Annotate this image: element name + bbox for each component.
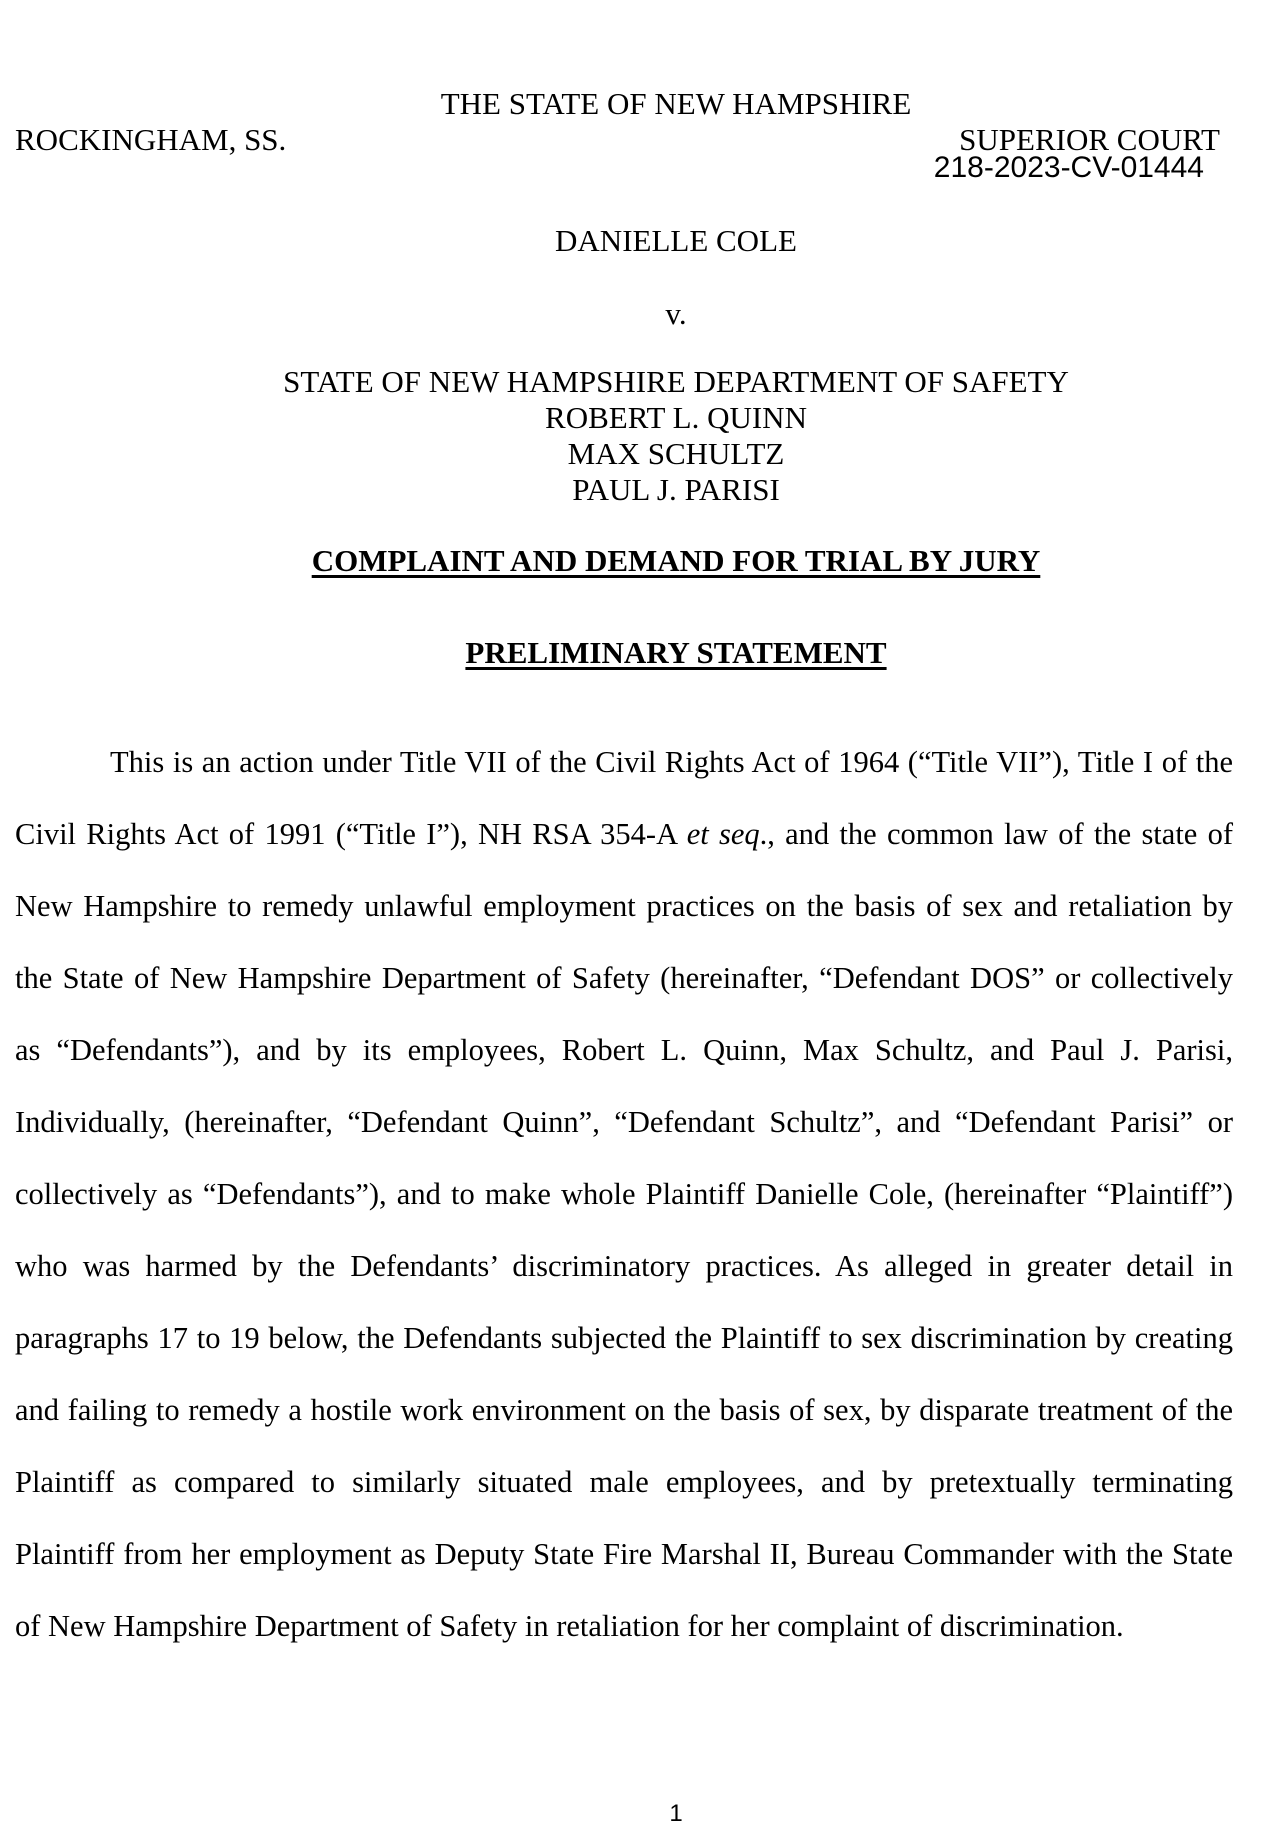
county-venue: ROCKINGHAM, SS. <box>15 122 287 157</box>
preliminary-statement-heading: PRELIMINARY STATEMENT <box>465 635 887 670</box>
paragraph-italic-text: et seq <box>686 817 760 851</box>
versus-label: v. <box>665 296 687 331</box>
defendants-list <box>0 364 1282 508</box>
defendant-name: MAX SCHULTZ <box>567 436 785 471</box>
complaint-heading: COMPLAINT AND DEMAND FOR TRIAL BY JURY <box>311 543 1041 578</box>
page-number: 1 <box>669 1800 683 1827</box>
paragraph-text-part2: ., and the common law of the state of New Hampshire to remedy unlawful employment practices on the basis of sex and retaliation by the State of New Hampshire Department of Safety (hereinafter, “Defendant DOS” or collectively as “Defendants”), and by its employees, Robert L. Quinn, Max Schultz, and Paul J. Parisi, Individually, (hereinafter, “Defendant Quinn”, “Defendant Schultz”, and “Defendant Parisi” or collectively as “Defendants”), and to make whole Plaintiff Danielle Cole, (hereinafter “Plaintiff”) who was harmed by the Defendants’ discriminatory practices. As alleged in greater detail in paragraphs 17 to 19 below, the Defendants subjected the Plaintiff to sex discrimination by creating and failing to remedy a hostile work environment on the basis of sex, by disparate treatment of the Plaintiff as compared to similarly situated male employees, and by pretextually terminating Plaintiff from her employment as Deputy State Fire Marshal II, Bureau Commander with the State of New Hampshire Department of Safety in retaliation for her complaint of discrimination. <box>15 817 1233 1643</box>
defendant-name: ROBERT L. QUINN <box>545 400 807 435</box>
state-title: THE STATE OF NEW HAMPSHIRE <box>440 86 912 121</box>
docket-number: 218-2023-CV-01444 <box>933 151 1204 184</box>
plaintiff-name: DANIELLE COLE <box>555 223 797 258</box>
paragraph-text-part1: This is an action under Title VII of the Civil Rights Act of 1964 (“Title VII”), Title I of the Civil Rights Act of 1991 (“Title I”), NH RSA 354-A <box>15 745 1233 851</box>
court-name: SUPERIOR COURT <box>959 122 1220 157</box>
preliminary-statement-paragraph <box>15 726 1233 1662</box>
defendant-name: PAUL J. PARISI <box>572 472 780 507</box>
defendant-name: STATE OF NEW HAMPSHIRE DEPARTMENT OF SAFETY <box>283 364 1069 399</box>
